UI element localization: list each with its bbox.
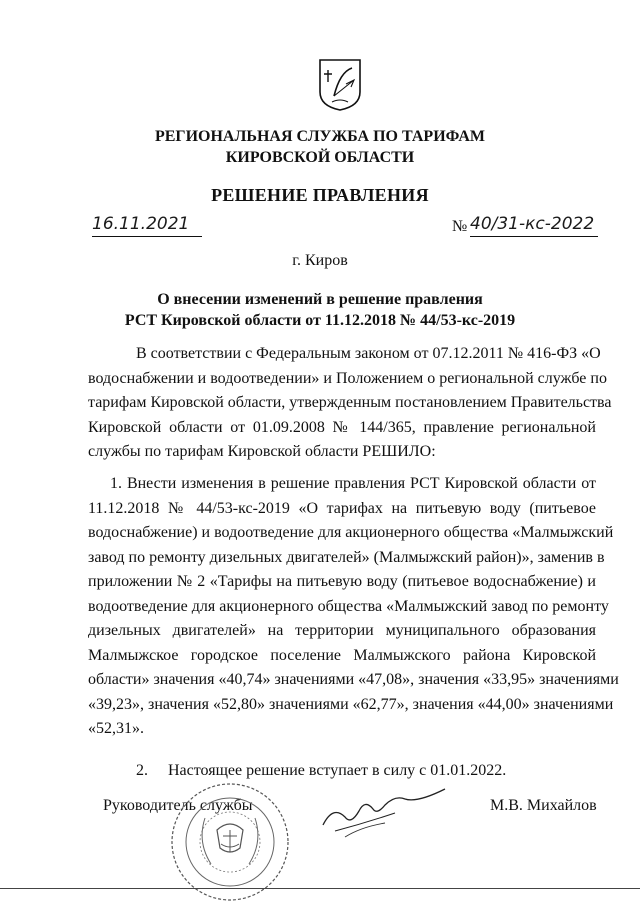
text-line: водоснабжении и водоотведении» и Положением о региональной службе по — [88, 369, 607, 387]
item-1-paragraph — [88, 472, 619, 742]
handwritten-number: 40/31-кс-2022 — [470, 214, 595, 234]
text-line: 11.12.2018 № 44/53-кс-2019 «О тарифах на питьевую воду (питьевое — [88, 499, 596, 517]
number-sign: № — [452, 218, 468, 235]
document-type: РЕШЕНИЕ ПРАВЛЕНИЯ — [211, 185, 429, 205]
text-line: «52,31». — [88, 720, 144, 737]
org-line-2: КИРОВСКОЙ ОБЛАСТИ — [225, 149, 415, 166]
subject-line-2: РСТ Кировской области от 11.12.2018 № 44/53-кс-2019 — [124, 312, 516, 329]
text-line: Кировской области от 01.09.2008 № 144/365, правление региональной — [88, 418, 596, 436]
text-line: водоотведение для акционерного общества «Малмыжский завод по ремонту — [88, 597, 609, 615]
text-line: области» значения «40,74» значениями «47,08», значения «33,95» значениями — [88, 671, 619, 688]
handwritten-date: 16.11.2021 — [92, 214, 190, 234]
date-field — [92, 214, 202, 237]
text-line: 1. Внести изменения в решение правления РСТ Кировской области от — [110, 475, 596, 492]
signature-icon — [315, 785, 455, 845]
signatory-name: М.В. Михайлов — [490, 797, 597, 814]
text-line: завод по ремонту дизельных двигателей» (Малмыжский район)», заменив в — [88, 548, 605, 566]
city: г. Киров — [292, 252, 348, 269]
text-line: водоснабжение) и водоотведение для акционерного общества «Малмыжский — [88, 524, 614, 541]
text-line: В соответствии с Федеральным законом от 07.12.2011 № 416-ФЗ «О — [136, 345, 601, 362]
org-line-1: РЕГИОНАЛЬНАЯ СЛУЖБА ПО ТАРИФАМ — [154, 128, 486, 145]
text-line: «39,23», значения «52,80» значениями «62,77», значения «44,00» значениями — [88, 695, 614, 713]
coat-of-arms-icon — [318, 58, 362, 112]
text-line: дизельных двигателей» на территории муниципального образования — [88, 622, 596, 639]
subject-line-1: О внесении изменений в решение правления — [157, 291, 483, 308]
text-line: службы по тарифам Кировской области РЕШИЛО: — [88, 443, 436, 460]
organization-name — [0, 126, 640, 168]
preamble-paragraph — [88, 342, 612, 465]
number-field — [470, 214, 598, 237]
text-line: 2. Настоящее решение вступает в силу с 01.01.2022. — [136, 762, 507, 779]
page-bottom-rule — [0, 888, 640, 889]
document-subject — [0, 289, 640, 331]
text-line: приложении № 2 «Тарифы на питьевую воду (питьевое водоснабжение) и — [88, 573, 596, 590]
text-line: тарифам Кировской области, утвержденным постановлением Правительства — [88, 394, 612, 411]
official-seal-icon — [165, 778, 295, 903]
signatory-position: Руководитель службы — [103, 797, 253, 814]
text-line: Малмыжское городское поселение Малмыжского района Кировской — [88, 646, 596, 664]
